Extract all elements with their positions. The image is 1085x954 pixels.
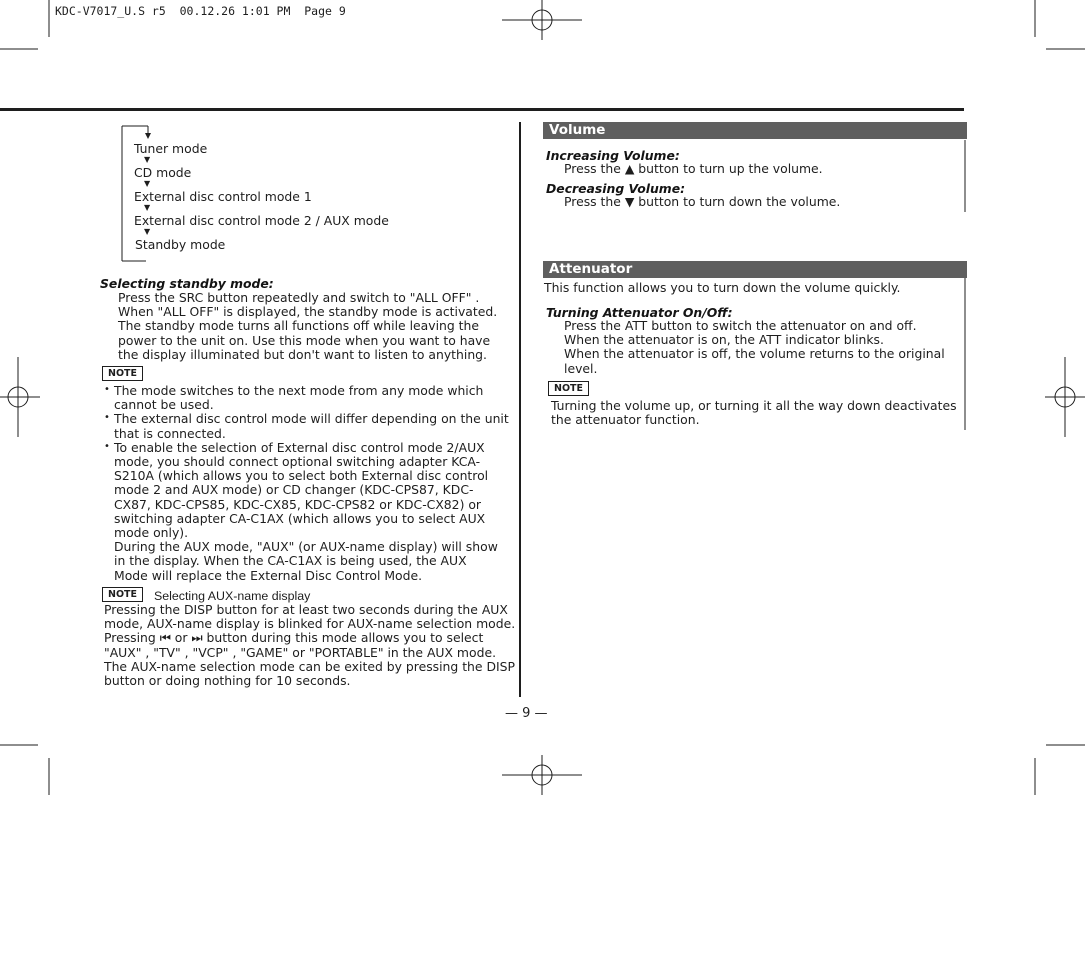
aux-name-title: Selecting AUX-name display: [154, 589, 311, 603]
attenuator-intro: This function allows you to turn down the volume quickly.: [544, 280, 901, 295]
mode-item: Tuner mode: [134, 141, 208, 156]
note-badge: NOTE: [102, 366, 143, 381]
attenuator-note-text: Turning the volume up, or turning it all the way down deactivates the attenuator function.: [551, 398, 957, 428]
mode-item: CD mode: [134, 165, 192, 180]
mode-item: Standby mode: [135, 237, 226, 252]
bullet-item: • To enable the selection of External disc control mode 2/AUX mode, you should connect optional switching adapter KCA- S210A (which allows you to select both External disc control mode 2 and AUX mode) or CD changer (KDC-CPS87, KDC- CX87, KDC-CPS85, KDC-CX85, KDC-CPS82 or KDC-CX82) or switching adapter CA-C1AX (which allows you to select AUX mode only). During the AUX mode, "AUX" (or AUX-name display) will show in the display. When the CA-C1AX is being used, the AUX Mode will replace the External Disc Control Mode.: [104, 439, 498, 583]
note-badge: NOTE: [548, 381, 589, 396]
attenuator-heading: Turning Attenuator On/Off:: [546, 305, 733, 320]
attenuator-section-title: Attenuator: [543, 261, 967, 278]
bullet-item: • The mode switches to the next mode from any mode which cannot be used.: [104, 383, 484, 413]
bullet-icon: •: [104, 384, 110, 395]
bullet-item: • The external disc control mode will differ depending on the unit that is connected.: [104, 411, 509, 441]
down-arrow-icon: ▼: [144, 179, 151, 188]
aux-name-text: Pressing the DISP button for at least two seconds during the AUX mode, AUX-name display is blinked for AUX-name selection mode. Pressing ⏮ or ⏭ button during this mode allows you to select "AUX" , "TV" , "VCP" , "GAME" or "PORTABLE" in the AUX mode. The AUX-name selection mode can be exited by pressing the DISP button or doing nothing for 10 seconds.: [104, 602, 516, 689]
mode-item: External disc control mode 2 / AUX mode: [134, 213, 389, 228]
page-number: — 9 —: [505, 706, 548, 721]
down-arrow-icon: ▼: [144, 227, 151, 236]
standby-text: Press the SRC button repeatedly and switch to "ALL OFF" . When "ALL OFF" is displayed, the standby mode is activated. The standby mode turns all functions off while leaving the power to the unit on. Use this mode when you want to have the display illuminated but don't want to listen to anything.: [118, 290, 498, 362]
increasing-volume-heading: Increasing Volume:: [546, 148, 680, 163]
down-arrow-icon: ▼: [144, 155, 151, 164]
mode-item: External disc control mode 1: [134, 189, 312, 204]
bullet-icon: •: [104, 412, 110, 424]
bullet-icon: •: [104, 440, 110, 452]
down-arrow-icon: ▼: [144, 203, 151, 212]
decreasing-volume-heading: Decreasing Volume:: [546, 181, 686, 196]
standby-heading: Selecting standby mode:: [100, 276, 274, 291]
increasing-volume-text: Press the ▲ button to turn up the volume.: [564, 161, 823, 176]
print-header: KDC-V7017_U.S r5 00.12.26 1:01 PM Page 9: [55, 4, 346, 18]
decreasing-volume-text: Press the ▼ button to turn down the volume.: [564, 194, 841, 209]
note-badge: NOTE: [102, 587, 143, 602]
note-bullets: [104, 384, 509, 583]
volume-section-title: Volume: [543, 122, 967, 139]
attenuator-text: Press the ATT button to switch the attenuator on and off. When the attenuator is on, the ATT indicator blinks. When the attenuator is off, the volume returns to the original level.: [564, 318, 945, 376]
